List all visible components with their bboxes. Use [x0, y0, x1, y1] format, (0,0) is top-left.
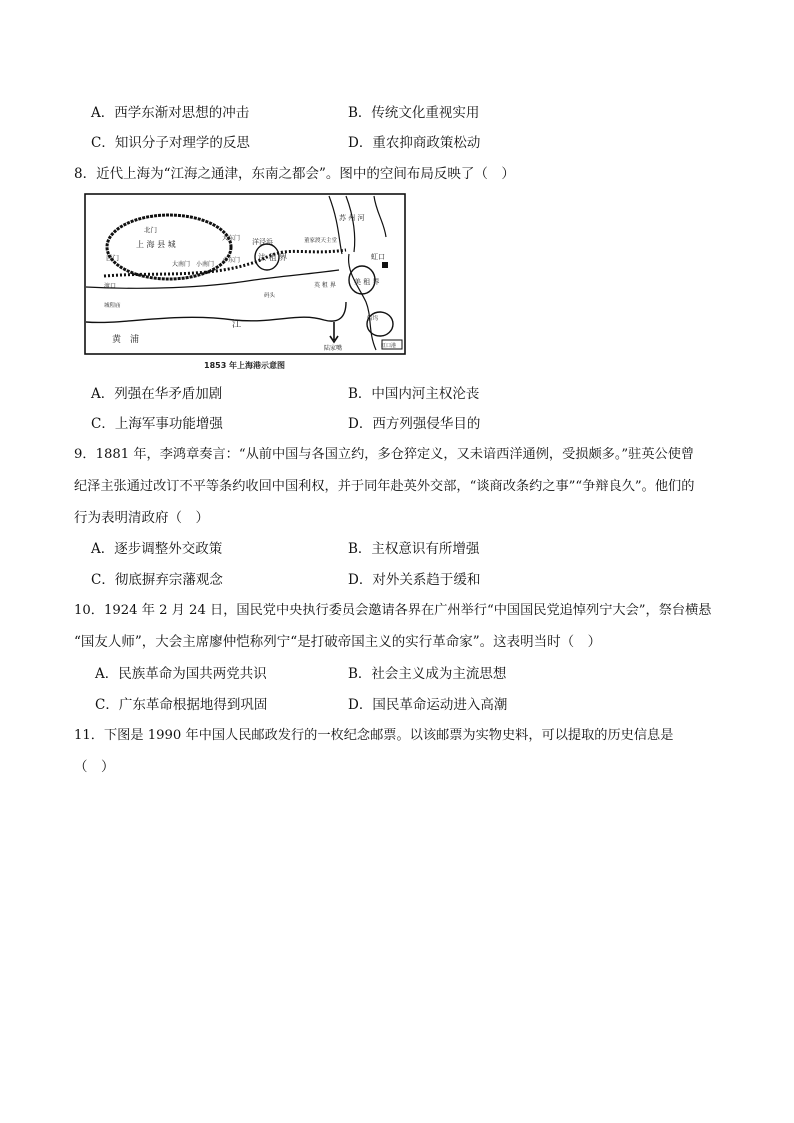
q7-option-a: A．西学东渐对思想的冲击: [91, 105, 250, 121]
q11-stem-line-1: 11．下图是 1990 年中国人民邮政发行的一枚纪念邮票。以该邮票为实物史料，可以提取的历史信息是: [74, 728, 674, 743]
q8-option-d: D．西方列强侵华目的: [348, 416, 481, 432]
q10-option-d: D．国民革命运动进入高潮: [348, 697, 508, 713]
q8-option-a: A．列强在华矛盾加剧: [91, 386, 223, 402]
shanghai-port-map: [84, 192, 406, 372]
q8-stem: 8．近代上海为“江海之通津，东南之都会”。图中的空间布局反映了（ ）: [74, 166, 515, 182]
yangjingbang-label: 洋泾浜: [252, 238, 273, 246]
american-concession-label: 美 租 界: [354, 278, 380, 286]
lujiazui-label: 陆家嘴: [324, 345, 343, 352]
big-south-gate-label: 大南门: [172, 261, 191, 268]
q9-stem-line-3: 行为表明清政府（ ）: [74, 510, 209, 526]
suzhou-river-label: 苏 州 河: [339, 214, 365, 222]
small-east-gate-label: 小东门: [222, 257, 241, 264]
q8-option-c: C．上海军事功能增强: [91, 416, 223, 432]
q7-option-b: B．传统文化重视实用: [348, 105, 480, 121]
north-gate-label: 北门: [144, 226, 157, 234]
jiang-label: 江: [232, 320, 242, 330]
french-concession-label: 法 租 界: [258, 253, 288, 262]
q8-option-b: B．中国内河主权沦丧: [348, 386, 480, 402]
church-label: 董家渡天主堂: [304, 238, 338, 244]
q11-stem-line-2: （ ）: [74, 759, 115, 775]
west-gate-label: 西门: [106, 254, 119, 262]
q9-stem-line-2: 纪泽主张通过改订不平等条约收回中国利权，并于同年赴英外交部，“谈商改条约之事”“争辩良久”。他们的: [74, 479, 695, 494]
q9-option-c: C．彻底摒弃宗藩观念: [91, 572, 223, 588]
hongkou-label: 虹口: [371, 253, 385, 261]
temple-label: 城隍庙: [104, 303, 121, 309]
huangpu-label: 黄 浦: [112, 335, 140, 345]
hongkou-jetty-label: 虹口港: [381, 343, 397, 349]
ferry-label: 渡口: [104, 283, 117, 290]
shipyard-label: 船坞: [367, 316, 379, 322]
q9-option-a: A．逐步调整外交政策: [91, 541, 223, 557]
q10-stem-line-2: “国友人师”，大会主席廖仲恺称列宁“是打破帝国主义的实行革命家”。这表明当时（ ）: [74, 634, 602, 650]
q10-option-b: B．社会主义成为主流思想: [348, 666, 507, 682]
q10-option-a: A．民族革命为国共两党共识: [95, 666, 267, 682]
q9-stem-line-1: 9．1881 年，李鸿章奏言：“从前中国与各国立约，多仓猝定义，又未谙西洋通例，受损颇多。”驻英公使曾: [74, 447, 695, 462]
british-concession-label: 英 租 界: [314, 282, 336, 289]
q7-option-c: C．知识分子对理学的反思: [91, 135, 250, 151]
q9-option-b: B．主权意识有所增强: [348, 541, 480, 557]
map-caption: 1853 年上海港示意图: [204, 361, 286, 370]
q9-option-d: D．对外关系趋于缓和: [348, 572, 481, 588]
hongkou-marker-icon: [382, 262, 388, 268]
big-east-gate-label: 大东门: [222, 235, 241, 242]
wharf-label: 码头: [264, 293, 276, 299]
q10-stem-line-1: 10．1924 年 2 月 24 日，国民党中央执行委员会邀请各界在广州举行“中国国民党追悼列宁大会”，祭台横悬: [74, 603, 712, 618]
city-label: 上 海 县 城: [136, 240, 176, 249]
q10-option-c: C．广东革命根据地得到巩固: [95, 697, 268, 713]
q7-option-d: D．重农抑商政策松动: [348, 135, 481, 151]
small-south-gate-label: 小南门: [196, 261, 215, 268]
